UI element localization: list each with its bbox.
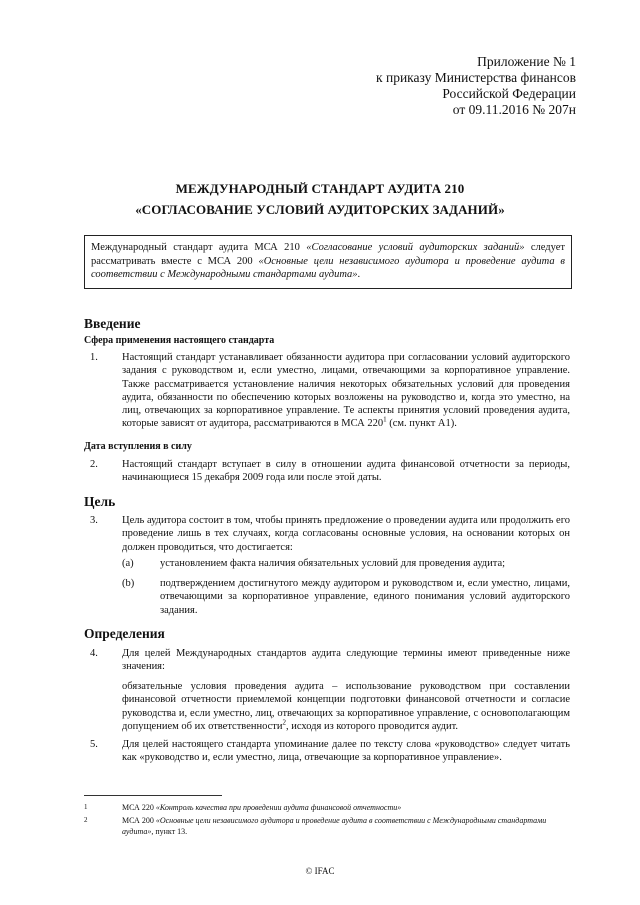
reading-note-box: [84, 235, 572, 289]
appendix-line: Приложение № 1: [477, 54, 576, 69]
footnote-text-part: МСА 220: [122, 803, 156, 812]
paragraph-text: Настоящий стандарт вступает в силу в отношении аудита финансовой отчетности за периоды, начинающиеся 15 декабря 2009 года или после этой даты.: [122, 459, 570, 484]
paragraph-4: [84, 647, 570, 675]
document-title: [60, 178, 580, 220]
paragraph-text-part: (см. пункт А1).: [386, 418, 457, 430]
footnote-ref[interactable]: 1: [383, 415, 387, 424]
paragraph-number: 5.: [90, 739, 98, 750]
footnote-divider: [84, 795, 222, 796]
paragraph-text: Для целей настоящего стандарта упоминание далее по тексту слова «руководство» следует читать как «руководство и, если уместно, лица, отвечающие за корпоративное управление».: [122, 739, 570, 764]
appendix-line: Российской Федерации: [442, 86, 576, 101]
list-item-text: установлением факта наличия обязательных условий для проведения аудита;: [160, 558, 506, 569]
note-text: .: [357, 269, 361, 280]
paragraph-text: Для целей Международных стандартов аудита следующие термины имеют приведенные ниже значения:: [122, 648, 570, 673]
appendix-line: к приказу Министерства финансов: [376, 70, 576, 85]
subsection-heading-scope: Сфера применения настоящего стандарта: [84, 335, 275, 346]
paragraph-1: [84, 351, 570, 431]
footnote-text: [122, 815, 562, 837]
footnote-number: 1: [84, 803, 88, 811]
note-italic: «Основные цели независимого аудитора и проведение аудита в соответствии с Международными стандартами аудита»: [91, 255, 565, 280]
footnote-1: [84, 802, 570, 814]
footnote-text-part: МСА 200: [122, 816, 156, 825]
section-heading-objective: Цель: [84, 494, 116, 509]
footnote-text: [122, 802, 562, 813]
title-line: «СОГЛАСОВАНИЕ УСЛОВИЙ АУДИТОРСКИХ ЗАДАНИЙ»: [135, 202, 505, 217]
paragraph-text: Цель аудитора состоит в том, чтобы принять предложение о проведении аудита или продолжить его проведение лишь в тех случаях, когда согласованы основные условия, на основании которых он должен проводиться, что достигается:: [122, 515, 570, 553]
paragraph-3: [84, 514, 570, 554]
footnote-text-part: , пункт 13.: [151, 827, 188, 836]
paragraph-number: 1.: [90, 352, 98, 363]
definition-text: [122, 680, 570, 733]
definition-text-part: , исходя из которого проводится аудит.: [285, 720, 459, 732]
note-text: следует рассматривать вместе с МСА 200: [91, 242, 565, 267]
paragraph-number: 4.: [90, 648, 98, 659]
footnote-ref[interactable]: 2: [282, 718, 286, 727]
list-item-label: (b): [122, 578, 135, 589]
subsection-heading-effective-date: Дата вступления в силу: [84, 441, 192, 452]
section-heading-intro: Введение: [84, 316, 141, 331]
paragraph-text: [122, 351, 570, 431]
title-line: МЕЖДУНАРОДНЫЙ СТАНДАРТ АУДИТА 210: [175, 181, 465, 196]
list-item-a: [122, 557, 570, 571]
list-item-label: (a): [122, 558, 134, 569]
appendix-header: [300, 54, 576, 118]
footnote-number: 2: [84, 816, 88, 824]
appendix-line: от 09.11.2016 № 207н: [452, 102, 576, 117]
paragraph-text-part: Настоящий стандарт устанавливает обязанности аудитора при согласовании условий аудиторского задания с руководством и, если уместно, лицами, отвечающими за корпоративное управление. Также рассматривается установление наличия некоторых обязательных условий для проведения аудита, обязанности по обеспечению которых возложены на руководство и, когда это уместно, на лиц, отвечающих за корпоративное управление. Те аспекты принятия условий проведения аудита, которые зависят от аудитора, рассматриваются в МСА 220: [122, 352, 570, 430]
page-footer-copyright: © IFAC: [305, 866, 335, 876]
footnote-italic: «Основные цели независимого аудитора и проведение аудита в соответствии с Международными стандартами аудита»: [122, 816, 547, 836]
section-heading-definitions: Определения: [84, 626, 165, 641]
paragraph-number: 2.: [90, 459, 98, 470]
paragraph-number: 3.: [90, 515, 98, 526]
note-italic: «Согласование условий аудиторских заданий»: [306, 242, 525, 253]
footnote-italic: «Контроль качества при проведении аудита финансовой отчетности»: [155, 803, 402, 812]
paragraph-5: [84, 738, 570, 766]
paragraph-2: [84, 458, 570, 486]
list-item-text: подтверждением достигнутого между аудитором и руководством и, если уместно, лицами, отвечающими за корпоративное управление, единого понимания условий аудиторского задания.: [160, 578, 570, 616]
definition-text-part: обязательные условия проведения аудита – использование руководством при составлении финансовой отчетности приемлемой концепции подготовки финансовой отчетности и согласие руководства и, если уместно, лиц, отвечающих за корпоративное управление, с основополагающим допущением об их ответственности: [122, 681, 570, 732]
footnote-2: [84, 815, 570, 839]
note-text: Международный стандарт аудита МСА 210: [91, 242, 307, 253]
list-item-b: [122, 577, 570, 617]
